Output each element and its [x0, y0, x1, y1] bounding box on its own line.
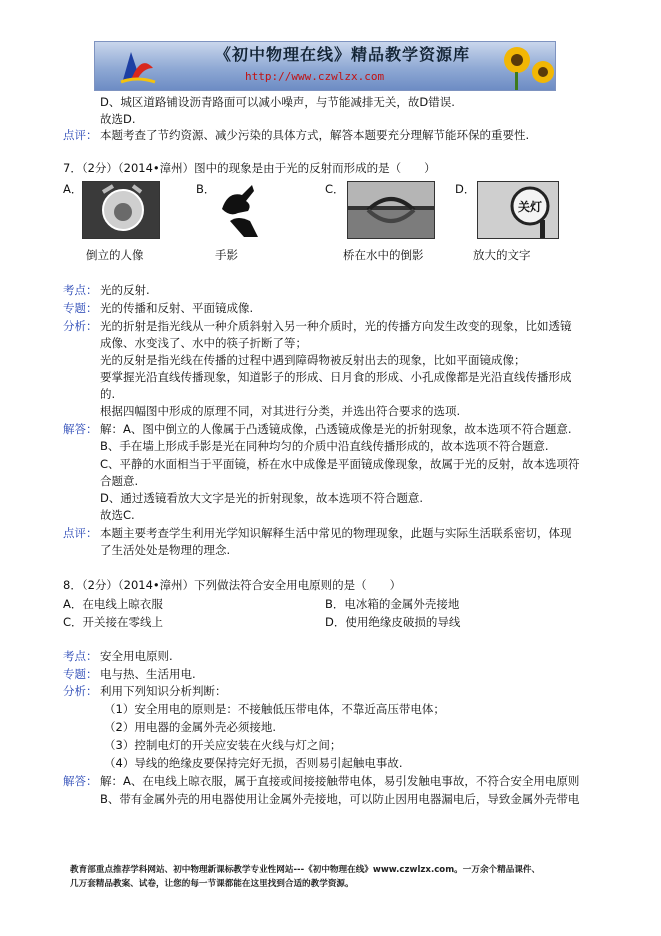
footer-line: 教育部重点推荐学科网站、初中物理新课标教学专业性网站---《初中物理在线》www.czwlzx.com。一万余个精品课件、	[70, 865, 541, 875]
q7-dianping-line: 本题主要考查学生利用光学知识解释生活中常见的物理现象，此题与实际生活联系密切，体现	[100, 526, 572, 540]
sunflower-icon	[495, 42, 555, 90]
footer-line: 几万套精品教案、试卷，让您的每一节课都能在这里找到合适的教学资源。	[70, 879, 354, 889]
logo-icon	[117, 46, 157, 86]
q7-zhuanti-label: 专题：	[63, 301, 98, 315]
q7-jieda-line: 解：A、图中倒立的人像属于凸透镜成像，凸透镜成像是光的折射现象，故本选项不符合题意.	[100, 422, 572, 436]
q8-kaodian: 安全用电原则.	[100, 649, 173, 663]
q8-fenxi-line: （3）控制电灯的开关应安装在火线与灯之间；	[104, 738, 342, 752]
q7-caption-c: 桥在水中的倒影	[343, 248, 424, 262]
q7-jieda-label: 解答：	[63, 422, 98, 436]
hand-shadow-icon	[218, 181, 272, 237]
q8-fenxi-line: （4）导线的绝缘皮要保持完好无损，否则易引起触电事故.	[104, 756, 403, 770]
q8-fenxi-label: 分析：	[63, 684, 98, 698]
q8-option-d: D．使用绝缘皮破损的导线	[325, 615, 461, 629]
q8-stem: 8．（2分）（2014•漳州）下列做法符合安全用电原则的是（ ）	[63, 578, 402, 592]
q8-zhuanti-label: 专题：	[63, 667, 98, 681]
q7-fenxi-line: 成像、水变浅了、水中的筷子折断了等；	[100, 336, 307, 350]
q6-answer: 故选D.	[100, 112, 136, 126]
q8-option-c: C．开关接在零线上	[63, 615, 164, 629]
q7-caption-a: 倒立的人像	[86, 248, 144, 262]
q7-jieda-line: B、手在墙上形成手影是光在同种均匀的介质中沿直线传播形成的，故本选项不符合题意.	[100, 439, 549, 453]
q7-option-d-letter: D．	[455, 182, 476, 196]
q7-kaodian-label: 考点：	[63, 283, 98, 297]
q7-caption-b: 手影	[215, 248, 238, 262]
magnified-sign-text: 关灯	[518, 200, 543, 214]
q7-fenxi-line: 根据四幅图中形成的原理不同，对其进行分类，并选出符合要求的选项.	[100, 404, 461, 418]
banner-title: 《初中物理在线》精品教学资源库	[215, 45, 471, 64]
q7-caption-d: 放大的文字	[473, 248, 531, 262]
q7-fenxi-line: 要掌握光沿直线传播现象，知道影子的形成、日月食的形成、小孔成像都是光沿直线传播形成	[100, 370, 572, 384]
q7-dianping-label: 点评：	[63, 526, 98, 540]
banner-url[interactable]: http://www.czwlzx.com	[245, 70, 385, 83]
q7-jieda-line: 合题意.	[100, 474, 139, 488]
q7-image-a	[82, 181, 160, 239]
q7-jieda-line: C、平静的水面相当于平面镜，桥在水中成像是平面镜成像现象，故属于光的反射，故本选项符	[100, 457, 580, 471]
q8-fenxi-line: （2）用电器的金属外壳必须接地.	[104, 720, 276, 734]
q7-fenxi-line: 光的折射是指光线从一种介质斜射入另一种介质时，光的传播方向发生改变的现象，比如透镜	[100, 319, 572, 333]
q7-stem: 7．（2分）（2014•漳州）图中的现象是由于光的反射而形成的是（ ）	[63, 161, 436, 175]
q8-jieda-label: 解答：	[63, 774, 98, 788]
q7-jieda-line: D、通过透镜看放大文字是光的折射现象，故本选项不符合题意.	[100, 491, 424, 505]
q8-jieda-line: 解：A、在电线上晾衣服，属于直接或间接接触带电体，易引发触电事故，不符合安全用电原则	[100, 774, 580, 788]
q7-fenxi-line: 光的反射是指光线在传播的过程中遇到障碍物被反射出去的现象，比如平面镜成像；	[100, 353, 526, 367]
q7-image-b	[218, 181, 272, 237]
magnifier-icon	[478, 182, 558, 238]
bridge-reflection-icon	[348, 182, 434, 238]
q6-option-d-line: D、城区道路铺设沥青路面可以减小噪声，与节能减排无关，故D错误.	[100, 95, 455, 109]
header-banner	[94, 41, 556, 91]
q7-jieda-line: 故选C.	[100, 508, 135, 522]
q8-jieda-line: B、带有金属外壳的用电器使用让金属外壳接地，可以防止因用电器漏电后，导致金属外壳带电	[100, 792, 580, 806]
q7-option-b-letter: B．	[196, 182, 216, 196]
q7-image-d	[477, 181, 559, 239]
q7-kaodian: 光的反射.	[100, 283, 150, 297]
q7-zhuanti: 光的传播和反射、平面镜成像.	[100, 301, 254, 315]
q8-fenxi-line: 利用下列知识分析判断：	[100, 684, 227, 698]
q8-option-b: B．电冰箱的金属外壳接地	[325, 597, 460, 611]
q7-fenxi-label: 分析：	[63, 319, 98, 333]
q8-option-a: A．在电线上晾衣服	[63, 597, 163, 611]
q7-option-c-letter: C．	[325, 182, 345, 196]
q7-image-c	[347, 181, 435, 239]
q7-fenxi-line: 的.	[100, 387, 116, 401]
q6-comment-label: 点评：	[63, 128, 98, 142]
q6-comment: 本题考查了节约资源、减少污染的具体方式，解答本题要充分理解节能环保的重要性.	[100, 128, 530, 142]
q7-dianping-line: 了生活处处是物理的理念.	[100, 543, 231, 557]
q8-kaodian-label: 考点：	[63, 649, 98, 663]
q7-option-a-letter: A．	[63, 182, 83, 196]
q8-zhuanti: 电与热、生活用电.	[100, 667, 196, 681]
glass-ball-icon	[83, 182, 159, 238]
q8-fenxi-line: （1）安全用电的原则是：不接触低压带电体，不靠近高压带电体；	[104, 702, 445, 716]
